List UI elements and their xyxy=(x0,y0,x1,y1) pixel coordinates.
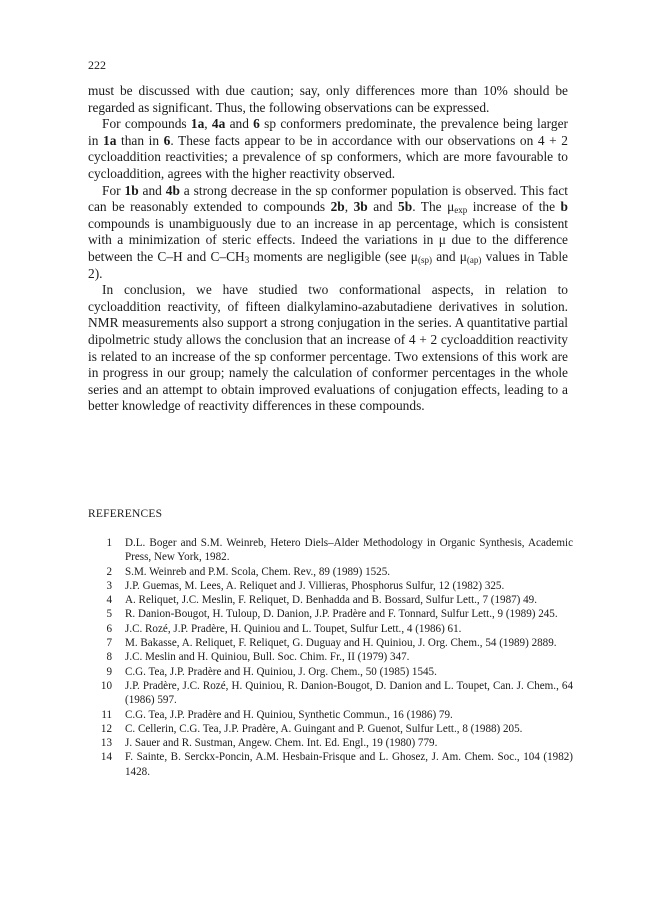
reference-number: 7 xyxy=(106,637,112,650)
paragraph-4: In conclusion, we have studied two conformational aspects, in relation to cycloaddition reactivity, of fifteen dialkylamino-azabutadiene derivatives in solution. NMR measurements also support a strong conjugation in the series. A quantitative partial dipolmetric study allows the conclusion that an increase of 4 + 2 cycloaddition reactivity is related to an increase of the sp conformer percentage. Two extensions of this work are in progress in our group; namely the calculation of conformer percentages in the whole series and an attempt to obtain improved evaluations of conjugation effects, leading to a better knowledge of reactivity differences in these compounds. xyxy=(88,282,568,414)
subscript: (ap) xyxy=(466,254,482,265)
compound-label: 1a xyxy=(190,116,205,132)
reference-text: J.C. Rozé, J.P. Pradère, H. Quiniou and L. Toupet, Sulfur Lett., 4 (1986) 61. xyxy=(125,622,462,635)
reference-text: J.P. Pradère, J.C. Rozé, H. Quiniou, R. Danion-Bougot, D. Danion and L. Toupet, Can. J. Chem., 64 (1986) 597. xyxy=(125,679,573,707)
reference-number: 13 xyxy=(100,737,112,750)
reference-number: 4 xyxy=(106,594,112,607)
reference-item xyxy=(88,750,573,779)
reference-text: C.G. Tea, J.P. Pradère and H. Quiniou, Synthetic Commun., 16 (1986) 79. xyxy=(125,708,453,721)
compound-label: b xyxy=(560,199,568,215)
body-text xyxy=(88,83,568,415)
reference-text: C. Cellerin, C.G. Tea, J.P. Pradère, A. Guingant and P. Guenot, Sulfur Lett., 8 (1988) 205. xyxy=(125,722,523,735)
reference-number: 14 xyxy=(100,751,112,764)
reference-item xyxy=(88,679,573,708)
subscript: exp xyxy=(454,205,468,216)
paragraph-2: For compounds 1a, 4a and 6 sp conformers predominate, the prevalence being larger in 1a than in 6. These facts appear to be in accordance with our observations on 4 + 2 cycloaddition reactivities; a prevalence of sp conformers, which are more favourable to cycloaddition, agrees with the higher reactivity observed. xyxy=(88,116,569,181)
reference-number: 11 xyxy=(101,708,112,721)
reference-number: 2 xyxy=(106,565,112,578)
compound-label: 4b xyxy=(165,182,180,198)
reference-item xyxy=(88,536,573,565)
compound-label: 1b xyxy=(124,182,139,198)
paragraph-3: For 1b and 4b a strong decrease in the sp conformer population is observed. This fact can be reasonably extended to compounds 2b, 3b and 5b. The $\mu_{exp}$ increase of the b compounds is unambiguously due to an increase in ap percentage, which is consistent with a minimization of steric effects. Indeed the variations in μ due to the difference between the C–H and $C-CH_3$ moments are negligible (see $\mu_{(sp)}$ and $\mu_{(ap)}$ values in Table 2). xyxy=(88,182,569,281)
reference-text: F. Sainte, B. Serckx-Poncin, A.M. Hesbain-Frisque and L. Ghosez, J. Am. Chem. Soc., 104 (1982) 1428. xyxy=(125,751,573,778)
reference-text: S.M. Weinreb and P.M. Scola, Chem. Rev., 89 (1989) 1525. xyxy=(125,565,391,578)
compound-label: 1a xyxy=(103,132,117,148)
reference-item xyxy=(88,622,573,636)
reference-text: J. Sauer and R. Sustman, Angew. Chem. Int. Ed. Engl., 19 (1980) 779. xyxy=(125,737,438,750)
reference-number: 8 xyxy=(106,651,112,664)
reference-item xyxy=(88,736,573,750)
reference-number: 5 xyxy=(106,608,112,621)
reference-text: D.L. Boger and S.M. Weinreb, Hetero Diels–Alder Methodology in Organic Synthesis, Academic Press, New York, 1982. xyxy=(125,537,573,564)
reference-text: R. Danion-Bougot, H. Tuloup, D. Danion, J.P. Pradère and F. Tonnard, Sulfur Lett., 9 (1989) 245. xyxy=(125,608,558,621)
reference-number: 1 xyxy=(106,537,112,549)
reference-number: 6 xyxy=(106,622,112,635)
compound-label: 6 xyxy=(163,132,171,148)
reference-text: J.C. Meslin and H. Quiniou, Bull. Soc. Chim. Fr., II (1979) 347. xyxy=(125,651,410,664)
compound-label: 2b xyxy=(330,199,345,215)
reference-item xyxy=(88,607,573,621)
reference-item xyxy=(88,708,573,722)
page-number: 222 xyxy=(88,58,106,72)
reference-number: 9 xyxy=(106,665,112,678)
reference-list xyxy=(88,536,573,779)
reference-number: 3 xyxy=(106,579,112,592)
reference-item xyxy=(88,650,573,664)
reference-text: J.P. Guemas, M. Lees, A. Reliquet and J. Villieras, Phosphorus Sulfur, 12 (1982) 325. xyxy=(125,579,505,592)
compound-label: 6 xyxy=(253,116,260,132)
subscript: (sp) xyxy=(417,254,432,265)
subscript: 3 xyxy=(244,254,250,265)
compound-label: 5b xyxy=(398,199,413,215)
reference-text: C.G. Tea, J.P. Pradère and H. Quiniou, J. Org. Chem., 50 (1985) 1545. xyxy=(125,665,437,678)
paragraph-1: must be discussed with due caution; say, only differences more than 10% should be regarded as significant. Thus, the following observations can be expressed. xyxy=(88,83,568,115)
reference-item xyxy=(88,565,573,579)
compound-label: 4a xyxy=(211,116,226,132)
reference-item xyxy=(88,636,573,650)
compound-label: 3b xyxy=(353,199,368,215)
references-heading: REFERENCES xyxy=(88,508,163,520)
reference-text: A. Reliquet, J.C. Meslin, F. Reliquet, D. Benhadda and B. Bossard, Sulfur Lett., 7 (1987) 49. xyxy=(125,594,538,607)
reference-item xyxy=(88,593,573,607)
reference-number: 12 xyxy=(100,722,112,735)
reference-item xyxy=(88,722,573,736)
reference-item xyxy=(88,579,573,593)
reference-number: 10 xyxy=(100,679,112,692)
reference-text: M. Bakasse, A. Reliquet, F. Reliquet, G. Duguay and H. Quiniou, J. Org. Chem., 54 (1989) 2889. xyxy=(125,637,557,650)
reference-item xyxy=(88,665,573,679)
